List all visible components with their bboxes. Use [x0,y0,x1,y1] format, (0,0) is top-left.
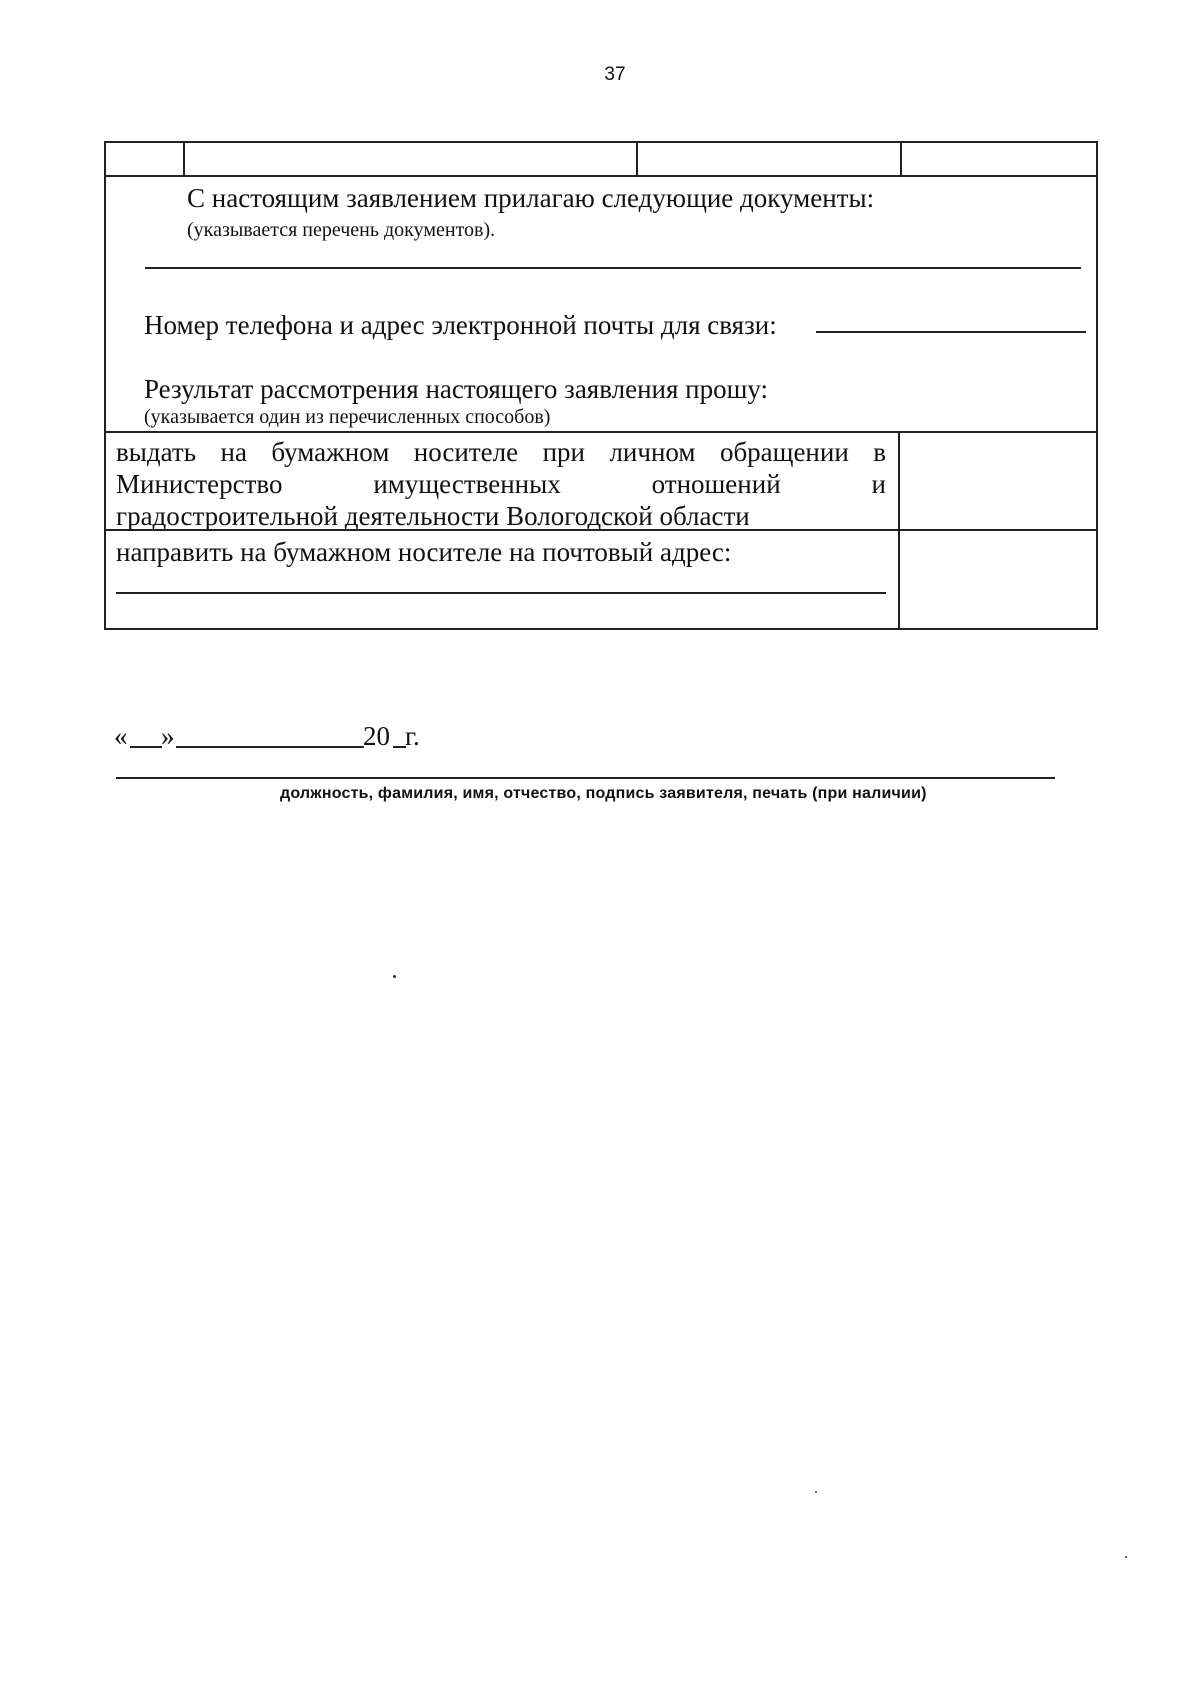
header-row-divider [106,175,1096,177]
year-prefix: 20 [363,721,390,751]
option-in-person-line-3: градостроительной деятельности Вологодской области [116,501,750,531]
attachments-heading: С настоящим заявлением прилагаю следующие документы: [187,183,875,213]
word: на [220,437,247,467]
postal-address-fill-line[interactable] [116,592,886,594]
option-by-post-label: направить на бумажном носителе на почтовый адрес: [116,537,732,567]
page-number: 37 [604,64,626,85]
option-in-person-line-2 [116,469,886,499]
word: выдать [116,437,197,467]
scan-speck [815,1491,817,1493]
word: в [873,437,886,467]
result-hint: (указывается один из перечисленных способов) [144,406,551,428]
word: обращении [719,437,849,467]
scan-speck [393,975,396,978]
option-by-post-checkbox[interactable] [898,529,1094,625]
contact-label: Номер телефона и адрес электронной почты для связи: [144,310,777,340]
word: личном [609,437,696,467]
word: имущественных [373,469,561,499]
word: бумажном [271,437,390,467]
word: отношений [651,469,781,499]
scan-speck [1125,1556,1127,1558]
date-open-quote: « [114,721,128,751]
contact-fill-line[interactable] [816,331,1086,333]
date-line [114,721,434,755]
attachments-hint: (указывается перечень документов). [187,219,496,241]
date-close-quote: » [161,721,175,751]
header-cell-divider-2 [636,143,638,177]
signature-fill-line[interactable] [116,777,1055,779]
word: носителе [413,437,519,467]
option-in-person-checkbox[interactable] [898,431,1094,527]
year-suffix: г. [405,721,420,751]
attachments-fill-line[interactable] [145,267,1081,269]
word: при [542,437,585,467]
month-fill-line[interactable] [176,746,364,748]
option-in-person-line-1 [116,437,886,467]
result-heading: Результат рассмотрения настоящего заявления прошу: [144,374,769,404]
header-cell-divider-1 [183,143,185,177]
header-cell-divider-3 [900,143,902,177]
word: Министерство [116,469,283,499]
word: и [871,469,886,499]
signature-caption: должность, фамилия, имя, отчество, подпись заявителя, печать (при наличии) [280,785,927,802]
day-fill-line[interactable] [130,746,162,748]
